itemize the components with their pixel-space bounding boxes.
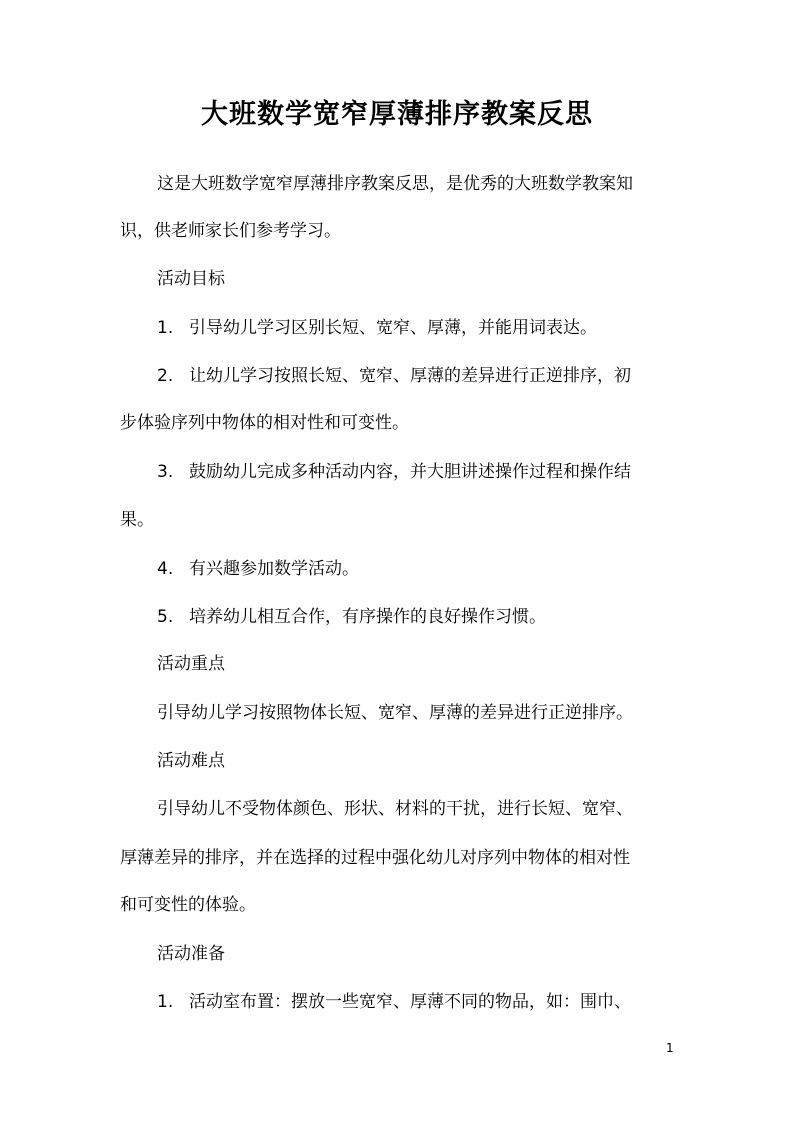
difficulty-text: 和可变性的体验。 — [120, 895, 256, 915]
focus-text: 引导幼儿学习按照物体长短、宽窄、厚薄的差异进行正逆排序。 — [157, 703, 633, 723]
section-heading-difficulty: 活动难点 — [157, 751, 225, 771]
goal-number: 1. — [157, 318, 174, 338]
preparation-item — [157, 990, 631, 1014]
goal-item — [157, 316, 597, 340]
preparation-text: 活动室布置：摆放一些宽窄、厚薄不同的物品，如：围巾、 — [189, 992, 631, 1012]
page-number: 1 — [666, 1041, 674, 1055]
goal-number: 2. — [157, 366, 174, 386]
goal-item — [157, 557, 359, 581]
goal-number: 4. — [157, 559, 174, 579]
goal-number: 5. — [157, 607, 174, 627]
difficulty-text: 引导幼儿不受物体颜色、形状、材料的干扰，进行长短、宽窄、 — [157, 799, 633, 819]
goal-text: 培养幼儿相互合作，有序操作的良好操作习惯。 — [189, 607, 546, 627]
section-heading-goals: 活动目标 — [157, 269, 225, 289]
goal-number: 3. — [157, 462, 174, 482]
section-heading-focus: 活动重点 — [157, 654, 225, 674]
goal-text: 引导幼儿学习区别长短、宽窄、厚薄，并能用词表达。 — [189, 318, 597, 338]
page-title: 大班数学宽窄厚薄排序教案反思 — [201, 99, 593, 130]
goal-text: 鼓励幼儿完成多种活动内容，并大胆讲述操作过程和操作结 — [189, 462, 631, 482]
goal-item — [157, 364, 631, 388]
preparation-number: 1. — [157, 992, 174, 1012]
goal-text: 让幼儿学习按照长短、宽窄、厚薄的差异进行正逆排序，初 — [189, 366, 631, 386]
goal-text: 有兴趣参加数学活动。 — [189, 559, 359, 579]
goal-item — [157, 460, 631, 484]
goal-text-continued: 果。 — [120, 510, 154, 530]
intro-line: 这是大班数学宽窄厚薄排序教案反思，是优秀的大班数学教案知 — [157, 174, 633, 194]
difficulty-text: 厚薄差异的排序，并在选择的过程中强化幼儿对序列中物体的相对性 — [120, 848, 630, 868]
section-heading-preparation: 活动准备 — [157, 944, 225, 964]
goal-item — [157, 605, 546, 629]
intro-line: 识，供老师家长们参考学习。 — [120, 221, 341, 241]
goal-text-continued: 步体验序列中物体的相对性和可变性。 — [120, 413, 409, 433]
